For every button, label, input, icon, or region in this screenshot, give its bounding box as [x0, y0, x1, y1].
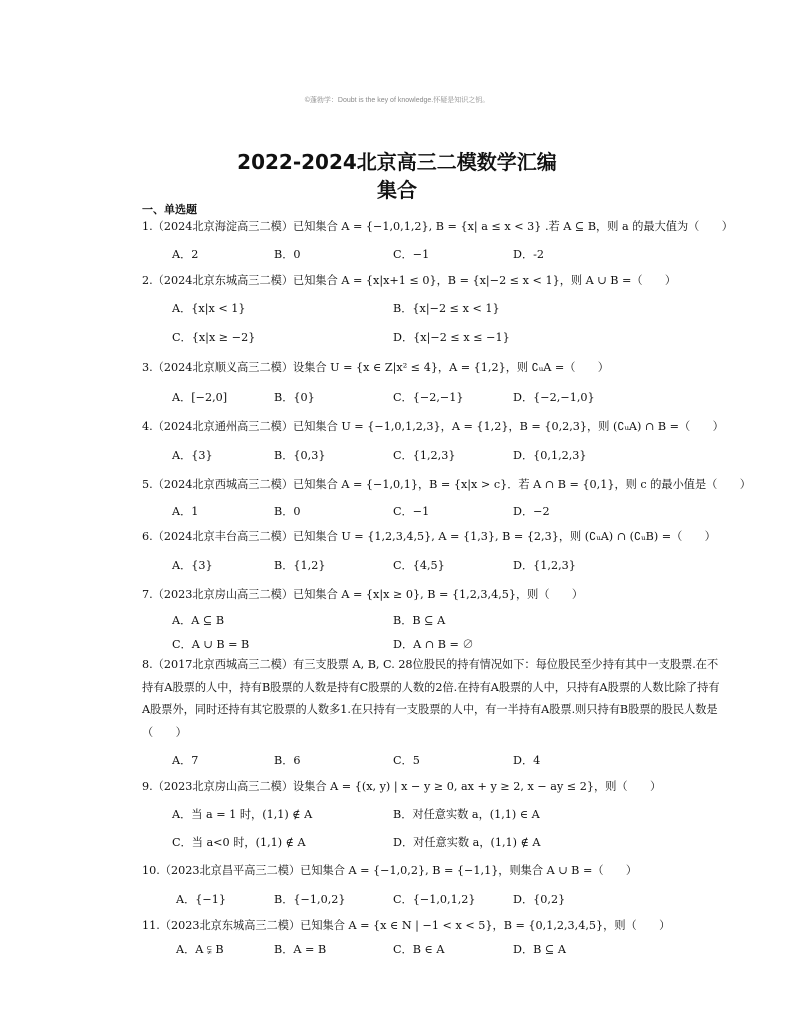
question-3-option-b: B．{0} — [274, 391, 315, 404]
question-4-option-a: A．{3} — [172, 449, 213, 462]
question-9-option-b: B．对任意实数 a，(1,1) ∈ A — [393, 808, 540, 821]
question-6-option-c: C．{4,5} — [393, 559, 445, 572]
question-11-option-b: B．A = B — [274, 943, 327, 956]
question-7-stem: 7.（2023北京房山高三二模）已知集合 A = {x|x ≥ 0}, B = {1,2,3,4,5}，则（ ） — [142, 588, 584, 601]
question-3-option-a: A．[−2,0] — [172, 391, 228, 404]
question-7-option-b: B．B ⊆ A — [393, 614, 446, 627]
question-2-option-c: C．{x|x ≥ −2} — [172, 331, 256, 344]
question-2-option-a: A．{x|x < 1} — [172, 302, 246, 315]
question-7-option-a: A．A ⊆ B — [172, 614, 225, 627]
question-3-option-c: C．{−2,−1} — [393, 391, 464, 404]
question-4-option-c: C．{1,2,3} — [393, 449, 456, 462]
question-3-option-d: D．{−2,−1,0} — [513, 391, 595, 404]
question-11-option-a: A．A ⫋ B — [176, 943, 224, 956]
question-11-option-c: C．B ∈ A — [393, 943, 445, 956]
question-8-stem: 8.（2017北京西城高三二模）有三支股票 A, B, C. 28位股民的持有情况如下：每位股民至少持有其中一支股票.在不持有A股票的人中，持有B股票的人数是持有C股票的人数的2倍.在持有A股票的人中，只持有A股票的人数比除了持有A股票外，同时还持有其它股票的人数多1.在只持有一支股票的人中，有一半持有A股票.则只持有B股票的股民人数是（ ） — [142, 658, 720, 739]
question-3-stem: 3.（2024北京顺义高三二模）设集合 U = {x ∈ Z|x² ≤ 4}，A = {1,2}，则 ∁ᵤA =（ ） — [142, 361, 609, 374]
question-10-stem: 10.（2023北京昌平高三二模）已知集合 A = {−1,0,2}, B = {−1,1}，则集合 A ∪ B =（ ） — [142, 864, 638, 877]
page-title: 2022-2024北京高三二模数学汇编 — [237, 150, 557, 174]
question-7-option-c: C．A ∪ B = B — [172, 638, 250, 651]
question-2-option-b: B．{x|−2 ≤ x < 1} — [393, 302, 500, 315]
question-6-stem: 6.（2024北京丰台高三二模）已知集合 U = {1,2,3,4,5}, A = {1,3}, B = {2,3}，则 (∁ᵤA) ∩ (∁ᵤB) =（ ） — [142, 530, 716, 543]
question-9-option-d: D．对任意实数 a，(1,1) ∉ A — [393, 836, 541, 849]
question-8-option-a: A．7 — [172, 754, 199, 767]
question-10-option-b: B．{−1,0,2} — [274, 893, 346, 906]
question-5-option-d: D．−2 — [513, 505, 550, 518]
question-1-option-b: B．0 — [274, 248, 301, 261]
question-11-option-d: D．B ⊆ A — [513, 943, 566, 956]
question-5-option-b: B．0 — [274, 505, 301, 518]
question-4-option-d: D．{0,1,2,3} — [513, 449, 587, 462]
question-5-option-c: C．−1 — [393, 505, 430, 518]
question-6-option-b: B．{1,2} — [274, 559, 326, 572]
question-9-option-c: C．当 a<0 时，(1,1) ∉ A — [172, 836, 306, 849]
question-2-stem: 2.（2024北京东城高三二模）已知集合 A = {x|x+1 ≤ 0}，B = {x|−2 ≤ x < 1}，则 A ∪ B =（ ） — [142, 274, 677, 287]
question-6-option-d: D．{1,2,3} — [513, 559, 576, 572]
question-8-option-c: C．5 — [393, 754, 420, 767]
page-subtitle: 集合 — [377, 178, 417, 202]
question-11-stem: 11.（2023北京东城高三二模）已知集合 A = {x ∈ N | −1 < x < 5}，B = {0,1,2,3,4,5}，则（ ） — [142, 919, 671, 932]
question-4-stem: 4.（2024北京通州高三二模）已知集合 U = {−1,0,1,2,3}，A = {1,2}，B = {0,2,3}，则 (∁ᵤA) ∩ B =（ ） — [142, 420, 724, 433]
question-8-option-d: D．4 — [513, 754, 541, 767]
question-2-option-d: D．{x|−2 ≤ x ≤ −1} — [393, 331, 510, 344]
question-9-option-a: A．当 a = 1 时，(1,1) ∉ A — [172, 808, 313, 821]
question-5-stem: 5.（2024北京西城高三二模）已知集合 A = {−1,0,1}，B = {x|x > c}．若 A ∩ B = {0,1}，则 c 的最小值是（ ） — [142, 478, 751, 491]
question-4-option-b: B．{0,3} — [274, 449, 326, 462]
question-9-stem: 9.（2023北京房山高三二模）设集合 A = {(x, y) | x − y ≥ 0, ax + y ≥ 2, x − ay ≤ 2}，则（ ） — [142, 780, 662, 793]
question-6-option-a: A．{3} — [172, 559, 213, 572]
question-8-option-b: B．6 — [274, 754, 301, 767]
question-10-option-c: C．{−1,0,1,2} — [393, 893, 476, 906]
section-title: 一、单选题 — [142, 203, 197, 216]
question-10-option-d: D．{0,2} — [513, 893, 566, 906]
question-1-option-c: C．−1 — [393, 248, 430, 261]
watermark: ©蓬勃学：Doubt is the key of knowledge.怀疑是知识之钥。 — [304, 97, 490, 104]
question-5-option-a: A．1 — [172, 505, 199, 518]
question-1-option-d: D．-2 — [513, 248, 545, 261]
question-7-option-d: D．A ∩ B = ∅ — [393, 638, 474, 651]
question-1-option-a: A．2 — [172, 248, 199, 261]
question-10-option-a: A．{−1} — [176, 893, 226, 906]
question-1-stem: 1.（2024北京海淀高三二模）已知集合 A = {−1,0,1,2}, B = {x| a ≤ x < 3} .若 A ⊆ B，则 a 的最大值为（ ） — [142, 220, 733, 233]
